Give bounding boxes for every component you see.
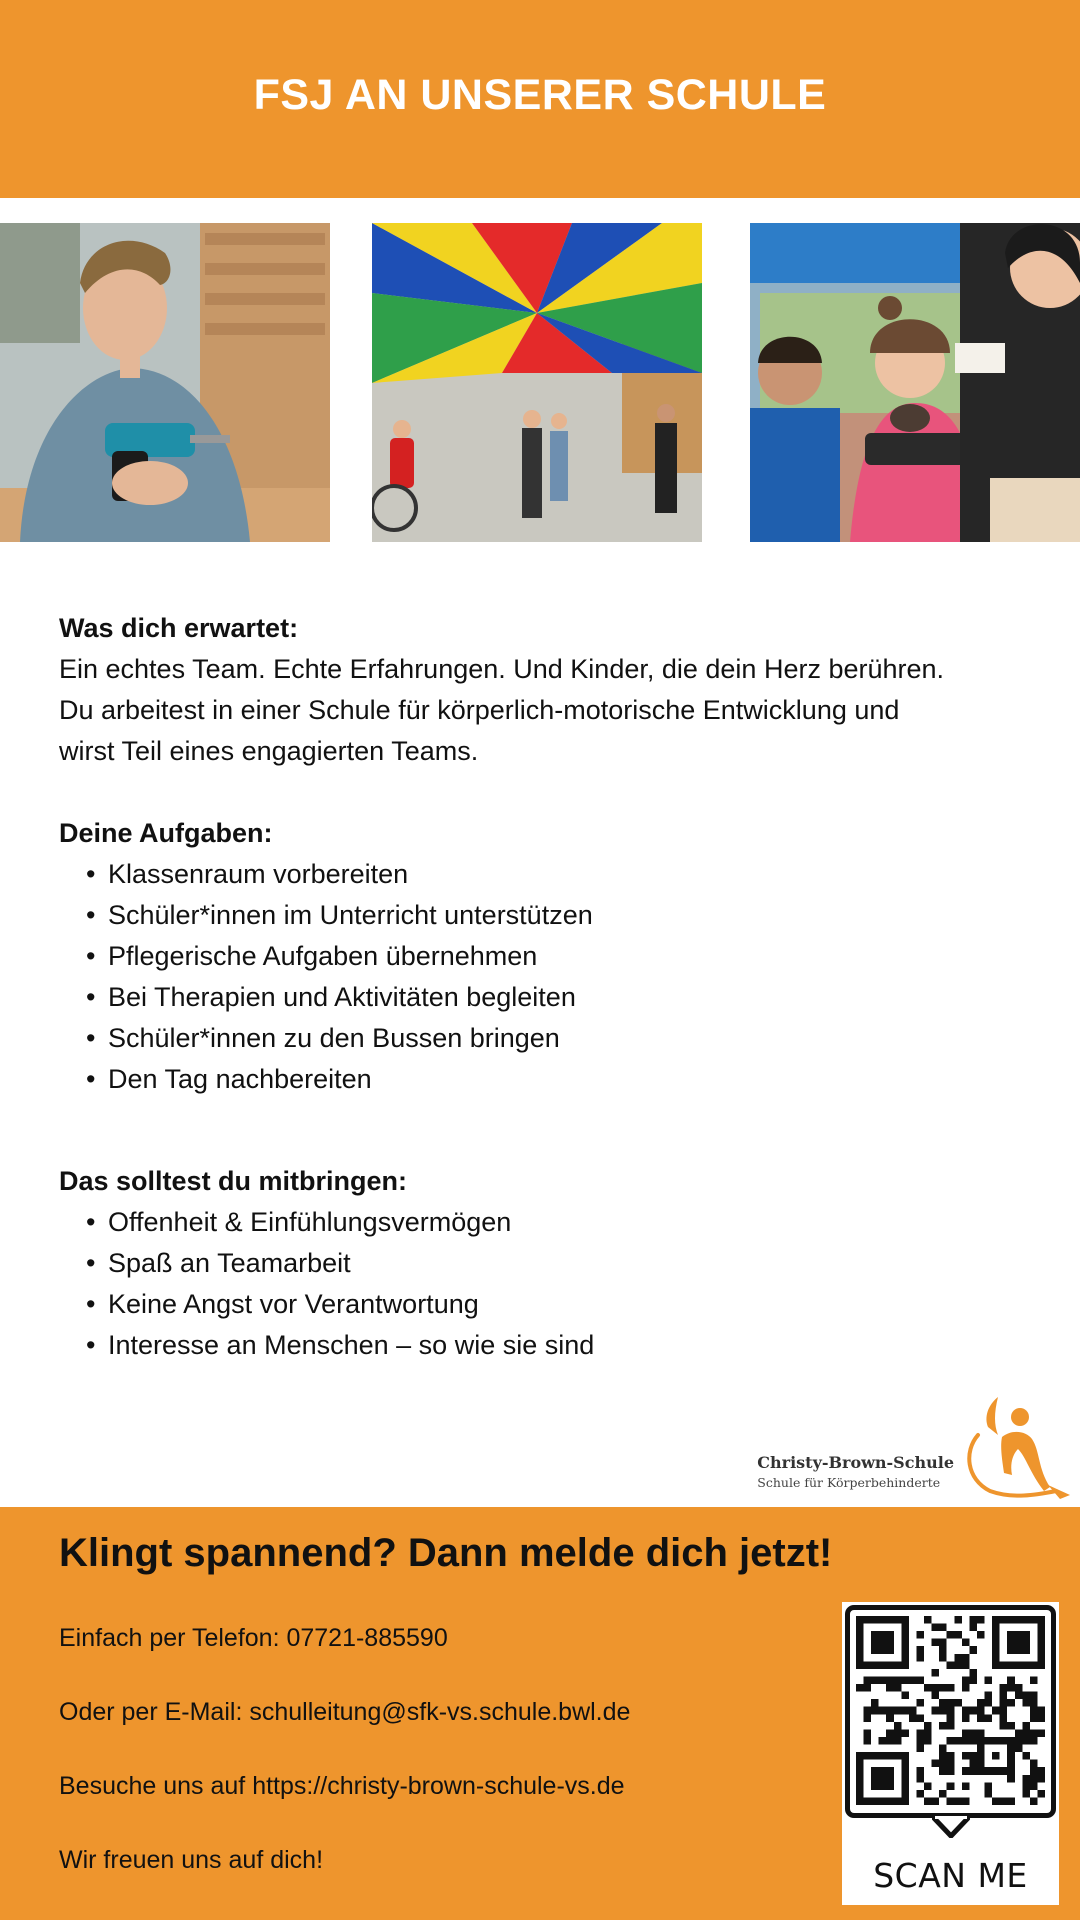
pencil-figure-logo-icon xyxy=(960,1395,1075,1500)
intro-heading: Was dich erwartet: xyxy=(59,613,299,643)
website-text: Besuche uns auf https://christy-brown-schule-vs.de xyxy=(59,1772,625,1800)
list-item: • Bei Therapien und Aktivitäten begleiten xyxy=(86,977,1039,1018)
tasks-heading: Deine Aufgaben: xyxy=(59,818,273,848)
contact-footer xyxy=(0,1507,1080,1920)
logo-school-subtitle: Schule für Körperbehinderte xyxy=(757,1475,941,1490)
list-item: • Interesse an Menschen – so wie sie sind xyxy=(86,1325,1039,1366)
phone-text: Einfach per Telefon: 07721-885590 xyxy=(59,1624,448,1652)
speech-tail-icon xyxy=(932,1816,970,1838)
list-item: • Schüler*innen im Unterricht unterstützen xyxy=(86,895,1039,936)
photo-parachute-game xyxy=(372,223,702,542)
main-content xyxy=(59,608,1039,1366)
intro-line: wirst Teil eines engagierten Teams. xyxy=(59,736,479,766)
school-logo xyxy=(750,1395,1075,1500)
header-banner xyxy=(0,0,1080,198)
requirements-heading: Das solltest du mitbringen: xyxy=(59,1166,408,1196)
list-item: • Schüler*innen zu den Bussen bringen xyxy=(86,1018,1039,1059)
email-text: Oder per E-Mail: schulleitung@sfk-vs.schule.bwl.de xyxy=(59,1698,631,1726)
intro-line: Du arbeitest in einer Schule für körperlich-motorische Entwicklung und xyxy=(59,695,900,725)
list-item: • Spaß an Teamarbeit xyxy=(86,1243,1039,1284)
list-item: • Klassenraum vorbereiten xyxy=(86,854,1039,895)
requirements-list xyxy=(86,1202,1039,1366)
intro-line: Ein echtes Team. Echte Erfahrungen. Und Kinder, die dein Herz berühren. xyxy=(59,654,945,684)
list-item: • Offenheit & Einfühlungsvermögen xyxy=(86,1202,1039,1243)
scan-me-label: SCAN ME xyxy=(873,1856,1028,1895)
list-item: • Pflegerische Aufgaben übernehmen xyxy=(86,936,1039,977)
closing-text: Wir freuen uns auf dich! xyxy=(59,1846,324,1874)
list-item: • Keine Angst vor Verantwortung xyxy=(86,1284,1039,1325)
call-to-action: Klingt spannend? Dann melde dich jetzt! xyxy=(59,1531,833,1575)
tasks-list xyxy=(86,854,1039,1100)
photo-student-with-drill xyxy=(0,223,330,542)
photo-classroom-children xyxy=(750,223,1080,542)
logo-school-name: Christy-Brown-Schule xyxy=(757,1453,954,1472)
qr-code-icon xyxy=(856,1616,1045,1805)
page-title: FSJ AN UNSERER SCHULE xyxy=(253,70,827,119)
list-item: • Den Tag nachbereiten xyxy=(86,1059,1039,1100)
qr-code-card[interactable] xyxy=(842,1602,1059,1905)
